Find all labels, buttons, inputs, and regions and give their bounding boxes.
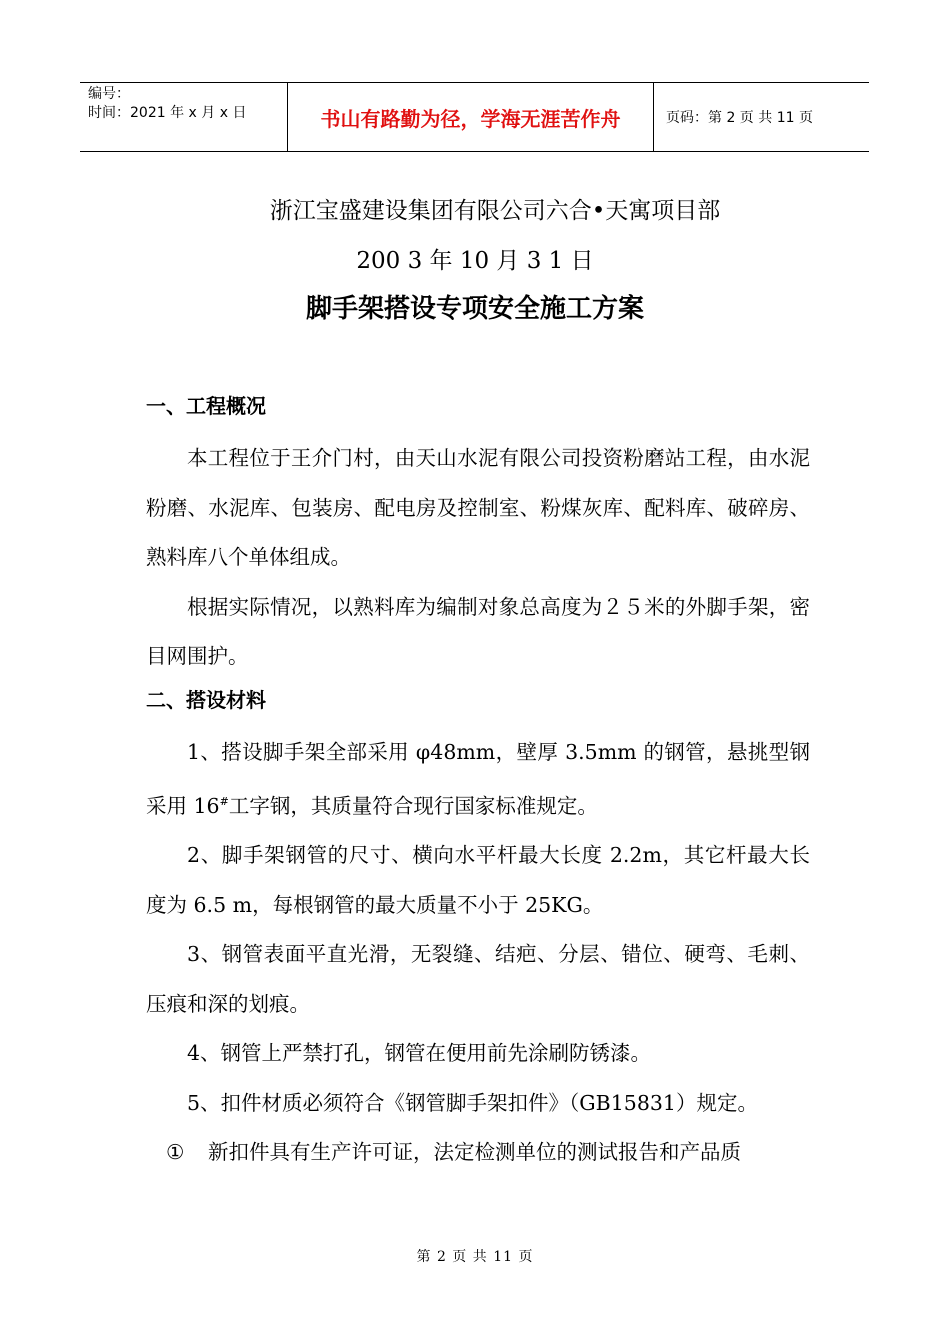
list-number: ① xyxy=(166,1140,185,1165)
document-title: 脚手架搭设专项安全施工方案 xyxy=(305,294,644,324)
section-heading-materials: 二、搭设材料 xyxy=(146,687,266,712)
section-heading-overview: 一、工程概况 xyxy=(146,394,266,418)
list-text: 新扣件具有生产许可证，法定检测单位的测试报告和产品质 xyxy=(208,1140,741,1165)
document-body xyxy=(146,390,810,1178)
header-meta xyxy=(80,83,288,151)
paragraph: 本工程位于王介门村，由天山水泥有限公司投资粉磨站工程，由水泥粉磨、水泥库、包装房、配电房及控制室、粉煤灰库、配料库、破碎房、熟料库八个单体组成。 xyxy=(146,446,810,569)
header-motto: 书山有路勤为径，学海无涯苦作舟 xyxy=(288,83,654,151)
superscript: # xyxy=(219,795,229,808)
paragraph: 根据实际情况，以熟料库为编制对象总高度为２５米的外脚手架，密目网围护。 xyxy=(146,594,810,668)
organization-name: 浙江宝盛建设集团有限公司六合•天寓项目部 xyxy=(269,198,721,224)
paragraph: 5、扣件材质必须符合《钢管脚手架扣件》（GB15831）规定。 xyxy=(187,1090,758,1115)
paragraph: 4、钢管上严禁打孔，钢管在便用前先涂刷防锈漆。 xyxy=(187,1041,652,1066)
code-label: 编号： xyxy=(88,86,130,102)
page-footer: 第 2 页 共 11 页 xyxy=(416,1249,534,1265)
time-label: 时间：2021 年 x 月 x 日 xyxy=(88,105,247,121)
header-page-info: 页码：第 2 页 共 11 页 xyxy=(666,110,813,126)
page-header xyxy=(80,82,869,152)
text-run: 工字钢，其质量符合现行国家标准规定。 xyxy=(228,793,598,818)
paragraph: 3、钢管表面平直光滑，无裂缝、结疤、分层、错位、硬弯、毛刺、压痕和深的划痕。 xyxy=(146,942,810,1016)
paragraph xyxy=(146,728,810,832)
text-run: 1、搭设脚手架全部采用 φ48mm，壁厚 3.5mm 的钢管，悬挑型钢采用 16 xyxy=(146,739,810,818)
list-item xyxy=(166,1128,826,1178)
document-date: 200 3 年 10 月 3 1 日 xyxy=(356,248,594,274)
paragraph: 2、脚手架钢管的尺寸、横向水平杆最大长度 2.2m，其它杆最大长度为 6.5 m，每根钢管的最大质量不小于 25KG。 xyxy=(146,843,810,917)
